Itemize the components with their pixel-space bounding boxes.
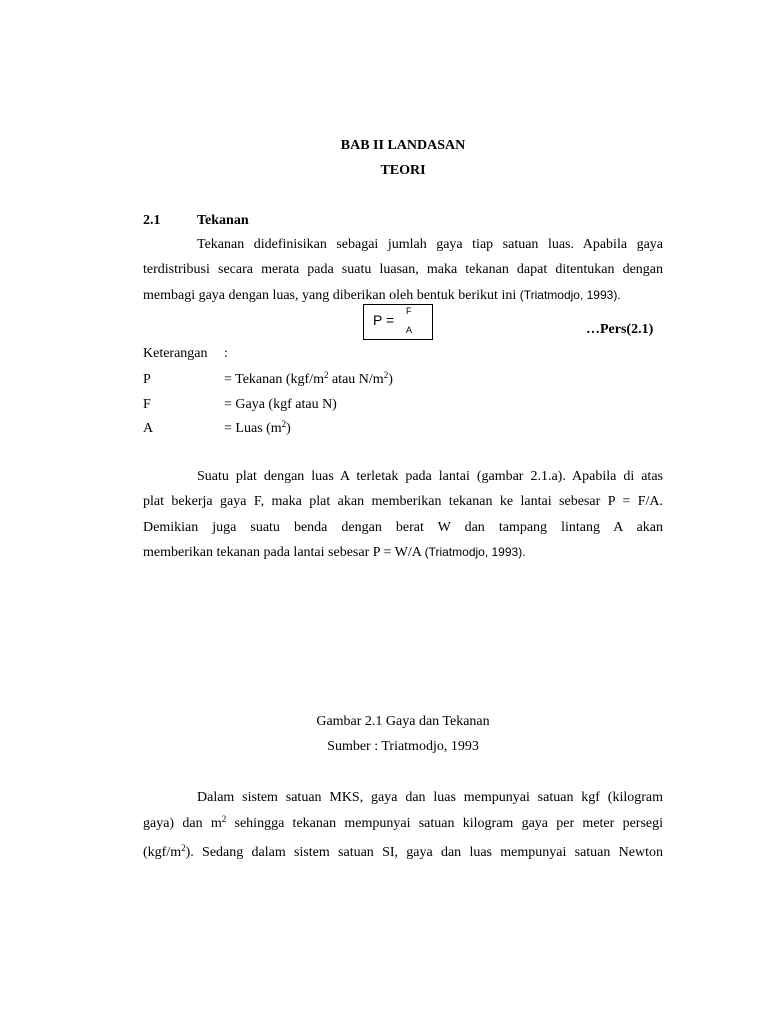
formula-denominator: A	[406, 325, 413, 335]
para2-line3: Demikian juga suatu benda dengan berat W dan tampang lintang A akan	[143, 520, 663, 535]
para3-line2: gaya) dan $m^2$ sehingga tekanan mempunyai satuan kilogram gaya per meter persegi	[143, 814, 663, 831]
keterangan-colon: :	[224, 346, 228, 361]
symbol-p: P	[143, 372, 151, 387]
para2-line4	[143, 545, 526, 561]
section-title: Tekanan	[197, 213, 249, 228]
para1-line3	[143, 288, 621, 304]
definition-a: = Luas $(m^2)$	[224, 419, 291, 436]
para2-line2: plat bekerja gaya F, maka plat akan memberikan tekanan ke lantai sebesar P = F/A.	[143, 494, 663, 509]
para3-line3: $(kgf/m^2)$. Sedang dalam sistem satuan SI, gaya dan luas mempunyai satuan Newton	[143, 843, 663, 860]
keterangan-heading: Keterangan	[143, 346, 208, 361]
section-number: 2.1	[143, 213, 161, 228]
para1-line3-text: membagi gaya dengan luas, yang diberikan oleh bentuk berikut ini	[143, 288, 520, 303]
para2-line1: Suatu plat dengan luas A terletak pada lantai (gambar 2.1.a). Apabila di atas	[197, 469, 663, 484]
formula-lhs: P =	[373, 312, 395, 328]
equation-label: …Pers(2.1)	[586, 322, 654, 337]
formula-numerator: F	[406, 306, 412, 316]
para1-line1: Tekanan didefinisikan sebagai jumlah gaya tiap satuan luas. Apabila gaya	[197, 237, 663, 252]
para1-citation: (Triatmodjo, 1993).	[519, 288, 621, 302]
chapter-title-line2: TEORI	[380, 163, 426, 178]
symbol-f: F	[143, 397, 151, 412]
chapter-title-line1: BAB II LANDASAN	[340, 138, 466, 153]
formula-box	[363, 304, 433, 340]
para2-citation: (Triatmodjo, 1993).	[424, 545, 526, 559]
symbol-a: A	[143, 421, 154, 436]
para2-line4-text: memberikan tekanan pada lantai sebesar P = W/A	[143, 545, 425, 560]
figure-source: Sumber : Triatmodjo, 1993	[327, 739, 479, 754]
figure-caption: Gambar 2.1 Gaya dan Tekanan	[316, 714, 490, 729]
para3-line1: Dalam sistem satuan MKS, gaya dan luas mempunyai satuan kgf (kilogram	[197, 790, 663, 805]
definition-p: = Tekanan ($kgf/m^2$ atau $N/m^2$)	[224, 370, 393, 387]
para1-line2: terdistribusi secara merata pada suatu luasan, maka tekanan dapat ditentukan dengan	[143, 262, 663, 277]
definition-f: = Gaya (kgf atau N)	[224, 397, 337, 412]
